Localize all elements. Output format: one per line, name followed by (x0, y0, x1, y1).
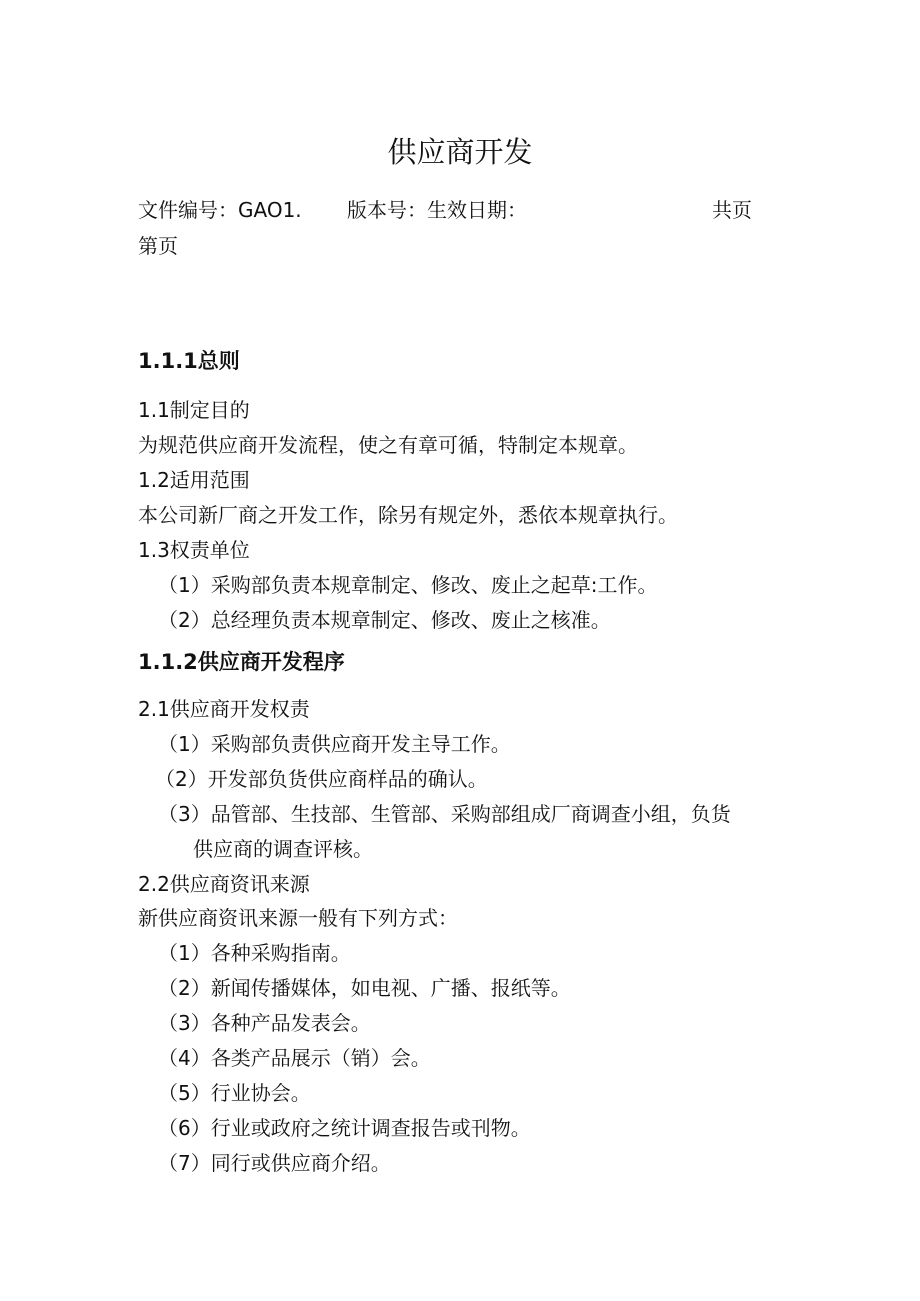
list-item: （4）各类产品展示（销）会。 (158, 1046, 431, 1070)
subsection-title: 1.3权责单位 (138, 538, 250, 562)
paragraph: 本公司新厂商之开发工作，除另有规定外，悉依本规章执行。 (138, 503, 678, 527)
list-item: （6）行业或政府之统计调查报告或刊物。 (158, 1116, 531, 1140)
list-item: （2）开发部负货供应商样品的确认。 (155, 767, 488, 791)
subsection-title: 1.1制定目的 (138, 398, 250, 422)
doc-number: 文件编号：GAO1. (138, 198, 302, 222)
subsection-title: 2.1供应商开发权责 (138, 697, 310, 721)
list-item: （1）采购部负责供应商开发主导工作。 (158, 732, 511, 756)
paragraph: 新供应商资讯来源一般有下列方式： (138, 906, 458, 930)
list-item: （5）行业协会。 (158, 1081, 311, 1105)
list-item: （2）总经理负责本规章制定、修改、废止之核准。 (158, 608, 611, 632)
document-title: 供应商开发 (387, 135, 533, 169)
list-item-continuation: 供应商的调查评核。 (193, 837, 373, 861)
list-item: （1）采购部负责本规章制定、修改、废止之起草:工作。 (158, 573, 658, 597)
subsection-title: 2.2供应商资讯来源 (138, 872, 310, 896)
list-item: （7）同行或供应商介绍。 (158, 1151, 391, 1175)
list-item: （1）各种采购指南。 (158, 941, 351, 965)
list-item: （3）各种产品发表会。 (158, 1011, 371, 1035)
version-effective-date: 版本号：生效日期： (347, 198, 527, 222)
list-item: （3）品管部、生技部、生管部、采购部组成厂商调查小组，负货 (158, 802, 731, 826)
subsection-title: 1.2适用范围 (138, 468, 250, 492)
list-item: （2）新闻传播媒体，如电视、广播、报纸等。 (158, 976, 571, 1000)
section-heading-development: 1.1.2供应商开发程序 (138, 650, 345, 674)
total-pages: 共页 (712, 198, 752, 222)
page-number: 第页 (138, 234, 178, 258)
paragraph: 为规范供应商开发流程，使之有章可循，特制定本规章。 (138, 433, 638, 457)
section-heading-general: 1.1.1总则 (138, 349, 240, 373)
